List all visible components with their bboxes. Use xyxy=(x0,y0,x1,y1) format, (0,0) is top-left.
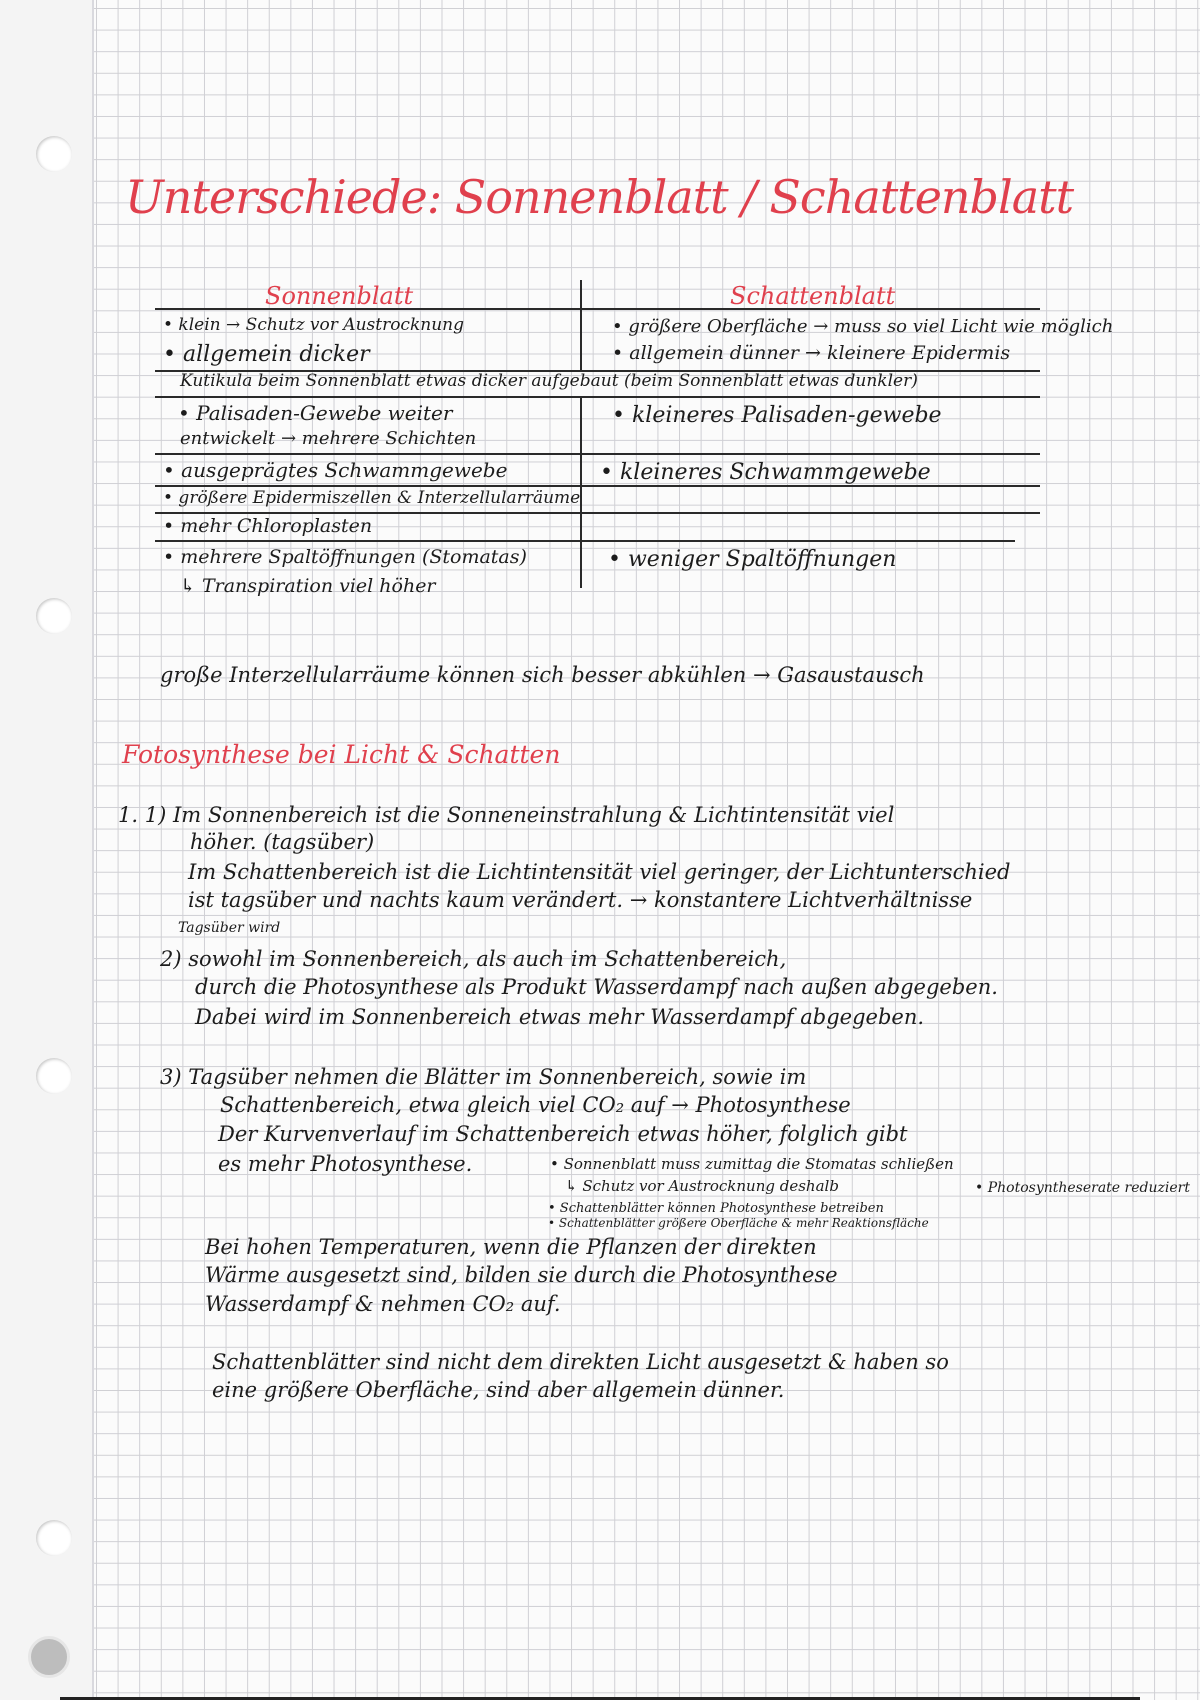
text-line: Tagsüber wird xyxy=(178,920,281,936)
table-cell: • allgemein dünner → kleinere Epidermis xyxy=(612,342,1011,364)
table-cell: • mehrere Spaltöffnungen (Stomatas) xyxy=(163,546,527,568)
punch-hole xyxy=(36,598,72,634)
text-line: durch die Photosynthese als Produkt Wasserdampf nach außen abgegeben. xyxy=(195,975,998,999)
table-cell: • mehr Chloroplasten xyxy=(163,515,373,537)
page-margin xyxy=(0,0,94,1700)
col-header-schattenblatt: Schattenblatt xyxy=(730,282,896,310)
table-rule xyxy=(155,512,1040,514)
text-line: Bei hohen Temperaturen, wenn die Pflanzen der direkten xyxy=(205,1235,817,1259)
table-cell: ↳ Transpiration viel höher xyxy=(180,575,436,597)
aside-line: • Schattenblätter größere Oberfläche & mehr Reaktionsfläche xyxy=(548,1216,929,1230)
text-line: es mehr Photosynthese. xyxy=(218,1152,473,1176)
table-cell: • ausgeprägtes Schwammgewebe xyxy=(163,458,508,482)
table-rule xyxy=(155,396,1040,398)
table-cell: • klein → Schutz vor Austrocknung xyxy=(163,315,464,335)
table-cell: • Palisaden-Gewebe weiter xyxy=(178,401,453,425)
table-cell: • kleineres Schwammgewebe xyxy=(600,460,931,485)
table-cell: • größere Oberfläche → muss so viel Licht wie möglich xyxy=(612,316,1114,337)
aside-line: • Sonnenblatt muss zumittag die Stomatas schließen xyxy=(550,1155,954,1173)
table-rule xyxy=(155,540,1015,542)
text-line: Schattenblätter sind nicht dem direkten Licht ausgesetzt & haben so xyxy=(212,1350,949,1374)
text-line: Wasserdampf & nehmen CO₂ auf. xyxy=(205,1292,561,1316)
text-line: Im Schattenbereich ist die Lichtintensität viel geringer, der Lichtunterschied xyxy=(188,860,1011,884)
scanner-mark xyxy=(28,1636,70,1678)
table-cell: • allgemein dicker xyxy=(163,342,370,367)
text-line: 1. 1) Im Sonnenbereich ist die Sonneneinstrahlung & Lichtintensität viel xyxy=(118,803,895,827)
table-cell: • weniger Spaltöffnungen xyxy=(608,547,897,572)
text-line: Der Kurvenverlauf im Schattenbereich etwas höher, folglich gibt xyxy=(218,1122,908,1146)
table-divider xyxy=(580,280,582,370)
aside-line: • Schattenblätter können Photosynthese betreiben xyxy=(548,1201,884,1216)
table-cell: • kleineres Palisaden-gewebe xyxy=(612,403,942,428)
text-line: 3) Tagsüber nehmen die Blätter im Sonnenbereich, sowie im xyxy=(160,1065,807,1089)
table-cell-kutikula: Kutikula beim Sonnenblatt etwas dicker aufgebaut (beim Sonnenblatt etwas dunkler) xyxy=(180,371,918,391)
text-line: ist tagsüber und nachts kaum verändert. → konstantere Lichtverhältnisse xyxy=(188,888,973,912)
table-cell: entwickelt → mehrere Schichten xyxy=(180,428,477,449)
aside-line: ↳ Schutz vor Austrocknung deshalb xyxy=(565,1177,839,1195)
section-heading: Fotosynthese bei Licht & Schatten xyxy=(122,740,561,769)
table-cell: • größere Epidermiszellen & Interzellularräume xyxy=(163,488,581,508)
punch-hole xyxy=(36,136,72,172)
aside-line: • Photosyntheserate reduziert xyxy=(975,1180,1190,1196)
text-line: höher. (tagsüber) xyxy=(190,830,375,854)
text-line: Schattenbereich, etwa gleich viel CO₂ auf → Photosynthese xyxy=(220,1093,851,1117)
text-line: 2) sowohl im Sonnenbereich, als auch im Schattenbereich, xyxy=(160,947,787,971)
punch-hole xyxy=(36,1058,72,1094)
table-rule xyxy=(155,453,1040,455)
text-line: eine größere Oberfläche, sind aber allgemein dünner. xyxy=(212,1378,785,1402)
col-header-sonnenblatt: Sonnenblatt xyxy=(265,282,414,310)
punch-hole xyxy=(36,1520,72,1556)
page-title: Unterschiede: Sonnenblatt / Schattenblatt xyxy=(125,170,1074,224)
table-rule xyxy=(155,485,1040,487)
note-line: große Interzellularräume können sich besser abkühlen → Gasaustausch xyxy=(160,663,925,687)
table-divider xyxy=(580,396,582,588)
text-line: Dabei wird im Sonnenbereich etwas mehr Wasserdampf abgegeben. xyxy=(195,1005,925,1029)
text-line: Wärme ausgesetzt sind, bilden sie durch die Photosynthese xyxy=(205,1263,838,1287)
